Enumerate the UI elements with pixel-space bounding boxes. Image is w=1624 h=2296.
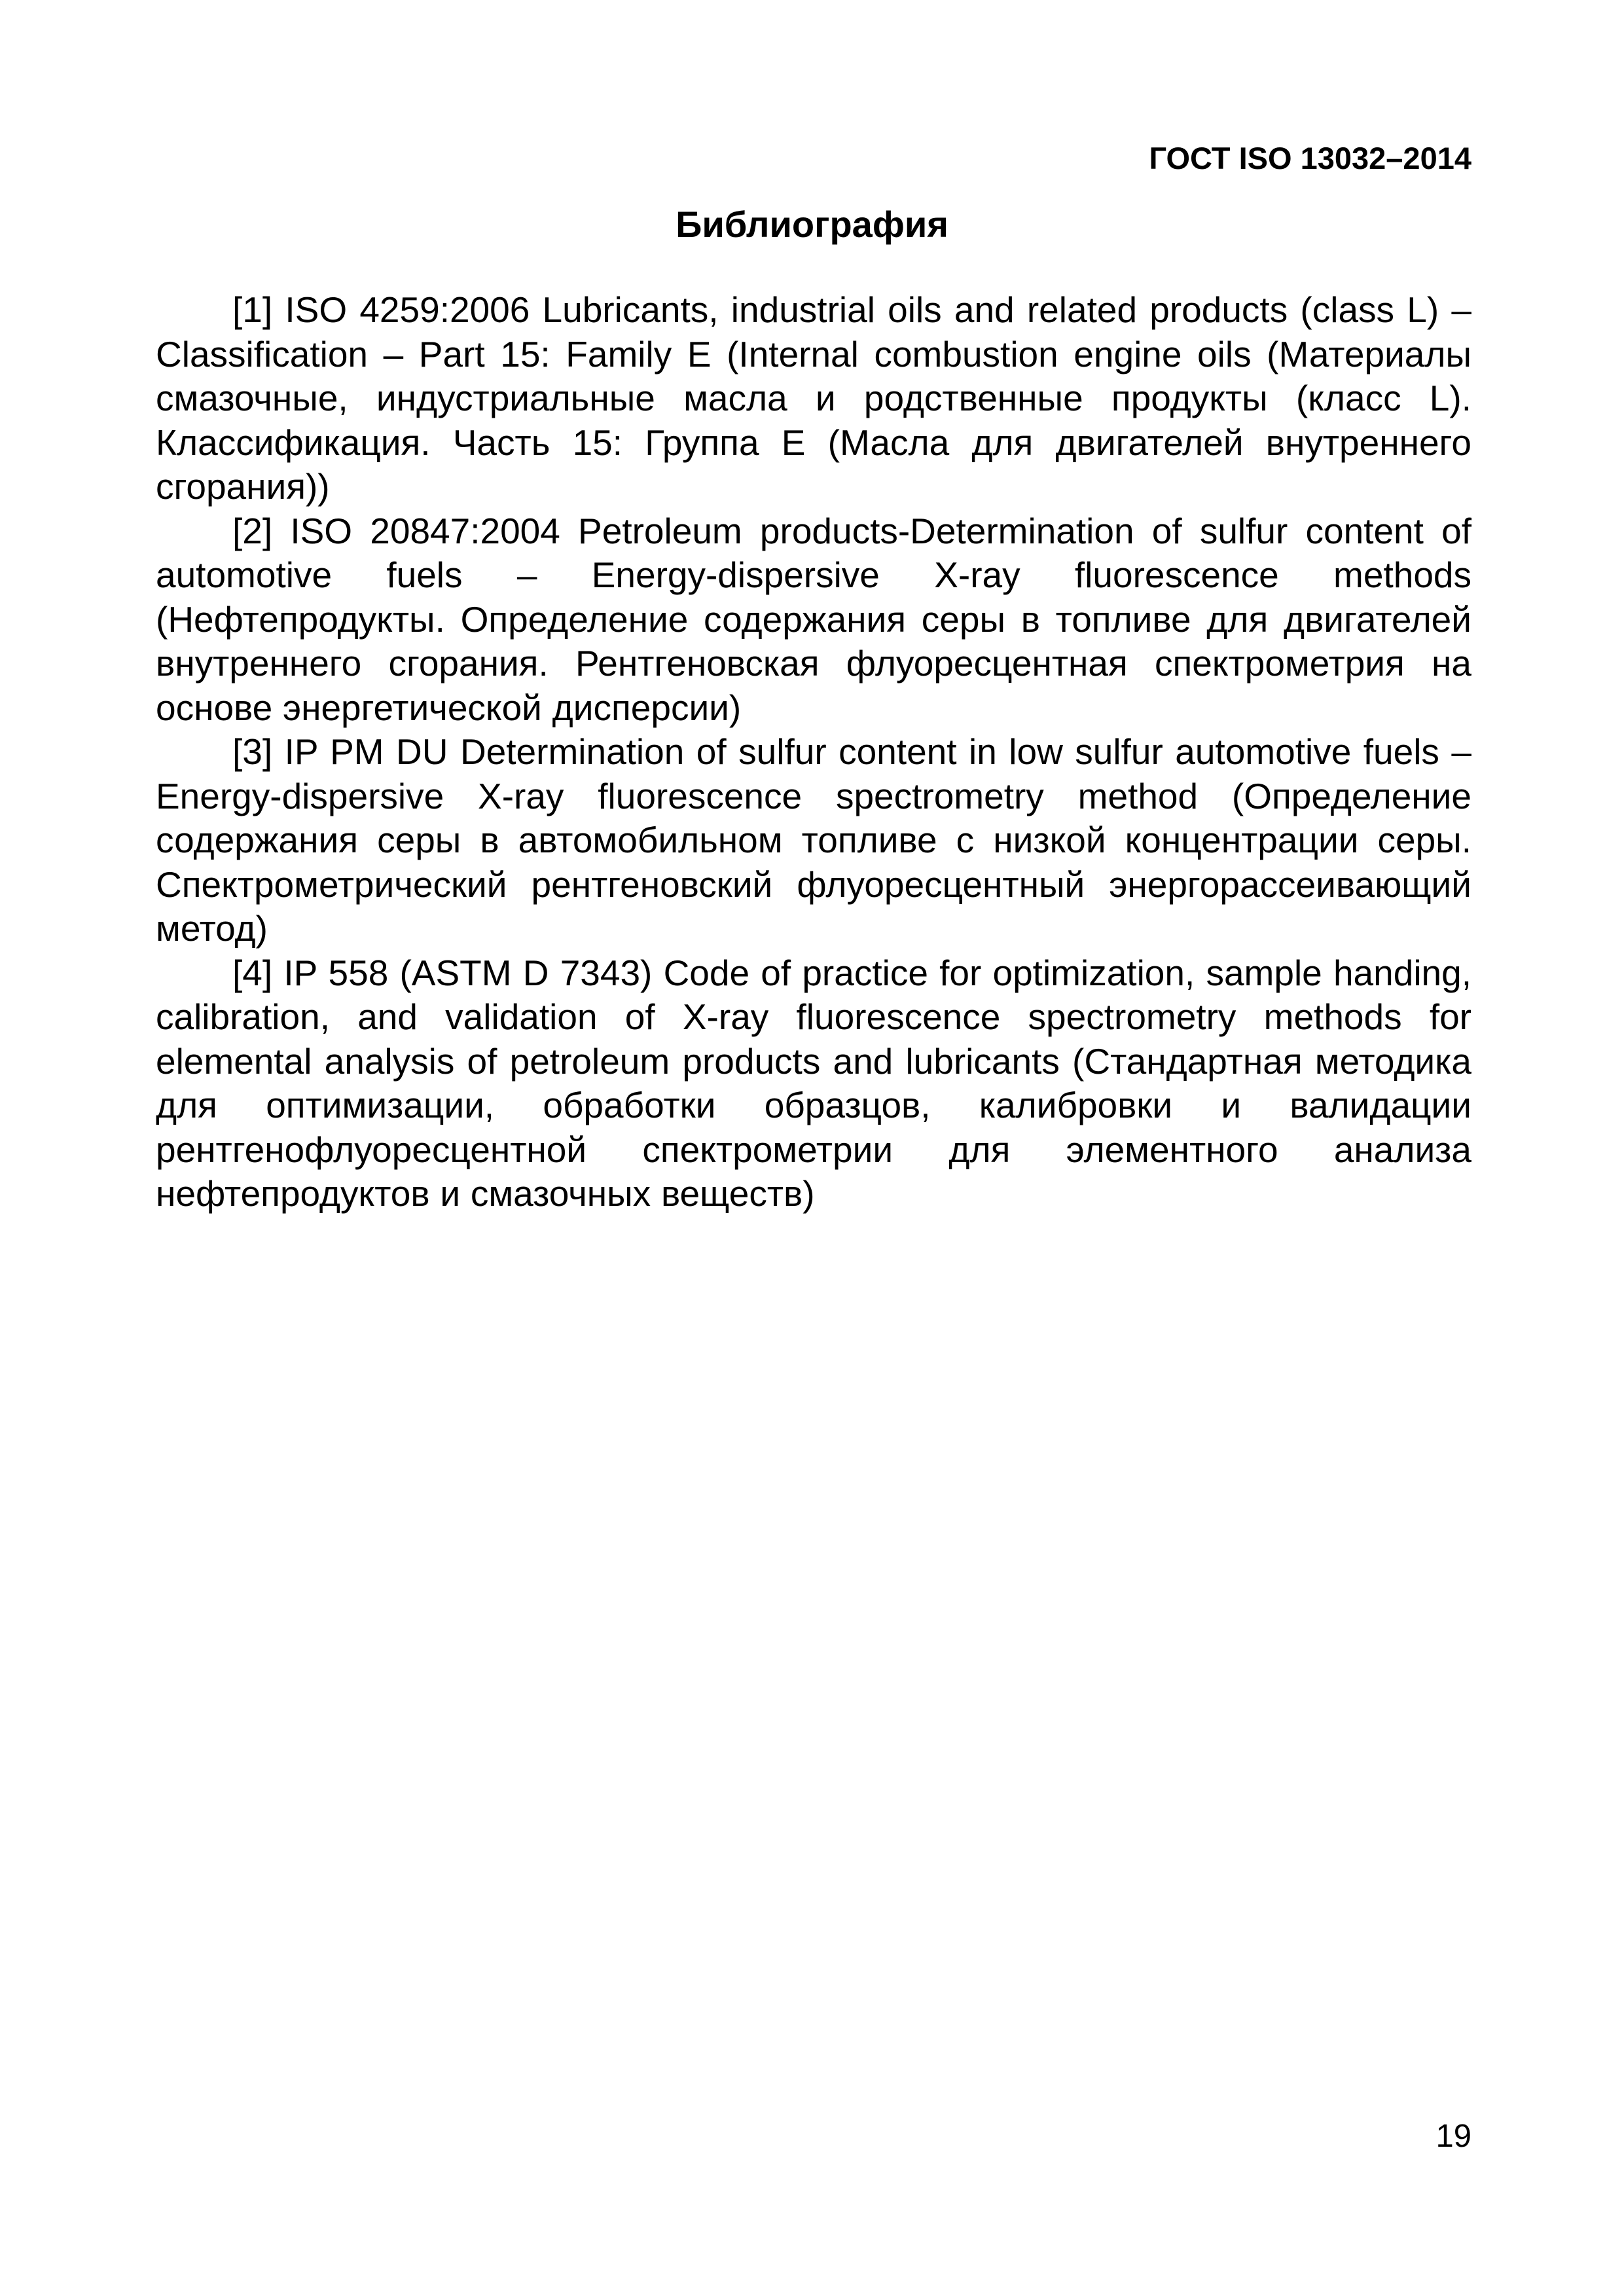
bibliography-entry-3: [3] IP PM DU Determination of sulfur content in low sulfur automotive fuels – Energy-dispersive X-ray fluorescence spectrometry method (Определение содержания серы в автомобильном топливе с низкой концентрации серы. Спектрометрический рентгеновский флуоресцентный энергорассеивающий метод)	[156, 731, 1471, 949]
page-number: 19	[1435, 2119, 1471, 2154]
document-code-header: ГОСТ ISO 13032–2014	[1149, 141, 1471, 175]
bibliography-list	[156, 288, 1471, 1216]
bibliography-entry-4: [4] IP 558 (ASTM D 7343) Code of practice for optimization, sample handing, calibration, and validation of X-ray fluorescence spectrometry methods for elemental analysis of petroleum products and lubricants (Стандартная методика для оптимизации, обработки образцов, калибровки и валидации рентгенофлуоресцентной спектрометрии для элементного анализа нефтепродуктов и смазочных веществ)	[156, 952, 1471, 1214]
bibliography-title: Библиография	[676, 204, 948, 245]
bibliography-entry-1: [1] ISO 4259:2006 Lubricants, industrial oils and related products (class L) – Classification – Part 15: Family E (Internal combustion engine oils (Материалы смазочные, индустриальные масла и родственные продукты (класс L). Классификация. Часть 15: Группа Е (Масла для двигателей внутреннего сгорания))	[156, 289, 1471, 507]
bibliography-entry-2: [2] ISO 20847:2004 Petroleum products-Determination of sulfur content of automotive fuels – Energy-dispersive X-ray fluorescence methods (Нефтепродукты. Определение содержания серы в топливе для двигателей внутреннего сгорания. Рентгеновская флуоресцентная спектрометрия на основе энергетической дисперсии)	[156, 510, 1471, 728]
